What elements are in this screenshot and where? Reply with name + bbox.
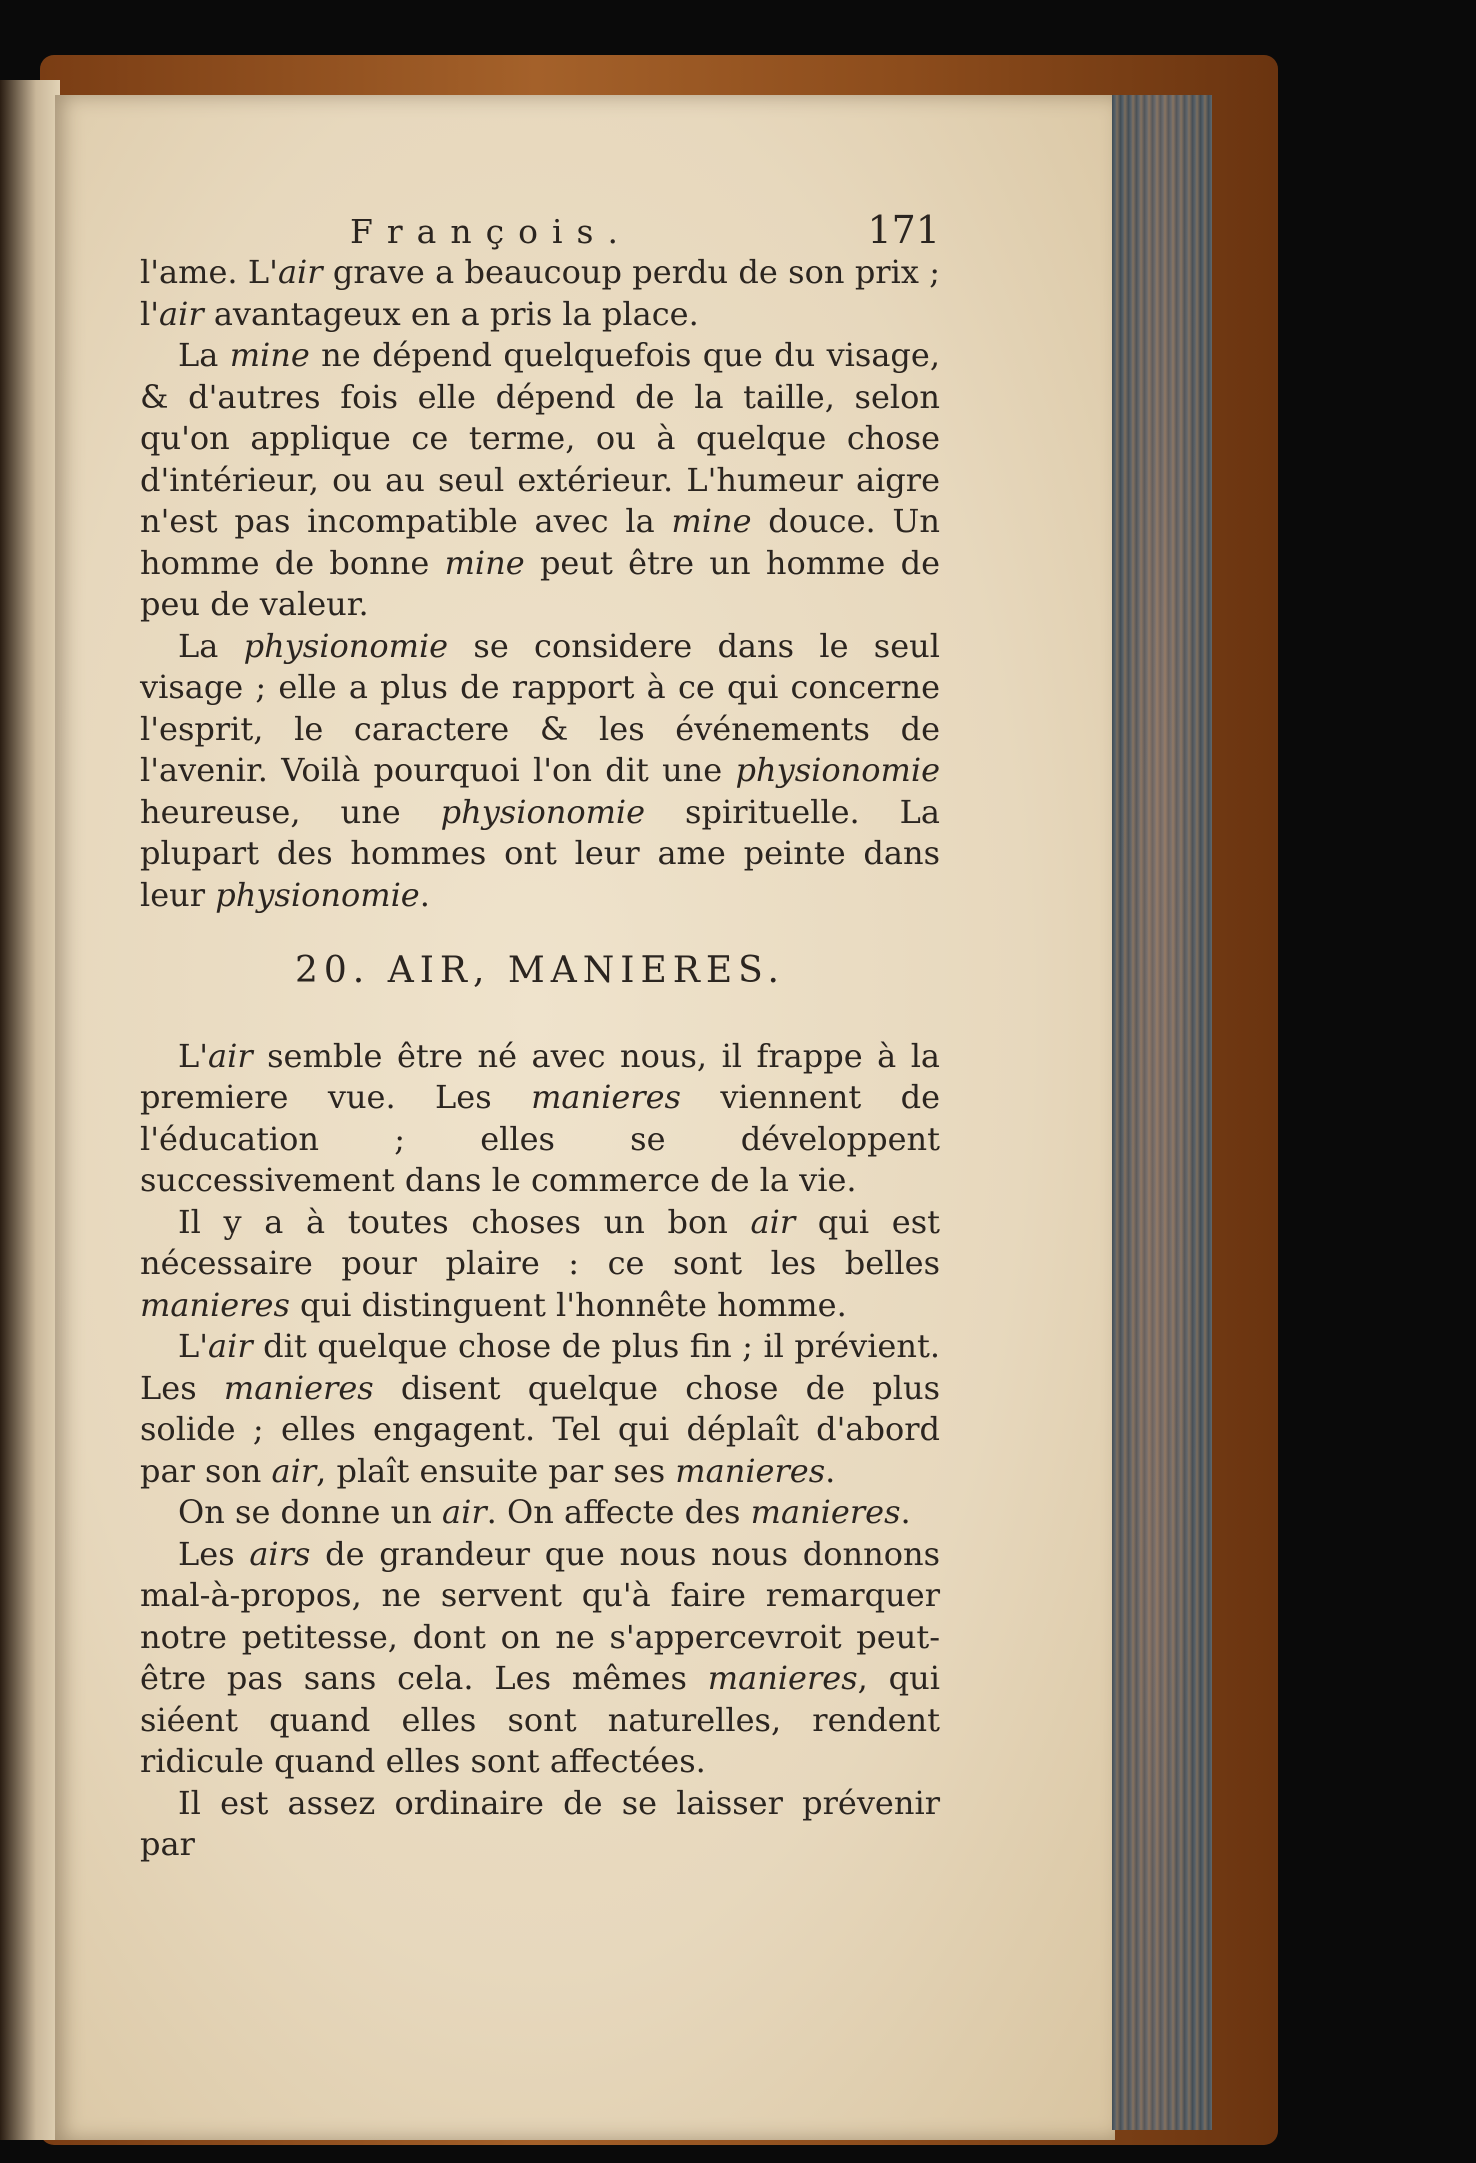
facing-page-edge: [0, 80, 60, 2140]
italic-text-run: air: [159, 294, 204, 333]
paragraph: [140, 335, 940, 626]
running-head: [350, 210, 940, 252]
text-run: . On affecte des: [486, 1493, 751, 1531]
text-run: .: [419, 875, 430, 914]
text-run: Il est assez ordinaire de se laisser prévenir par: [140, 1783, 940, 1863]
italic-text-run: air: [442, 1493, 487, 1531]
text-run: , qui siéent quand elles sont naturelles, rendent ridicule quand elles sont affectées.: [140, 1659, 941, 1780]
italic-text-run: air: [208, 1036, 253, 1075]
italic-text-run: physionomie: [215, 875, 420, 914]
running-head-title: François.: [350, 212, 632, 251]
paragraph: [140, 1492, 940, 1534]
italic-text-run: manieres: [140, 1285, 290, 1324]
text-run: se considere dans le seul visage ; elle a plus de rapport à ce qui concerne l'esprit, le caractere & les événements de l'avenir. Voilà pourquoi l'on dit une: [140, 626, 941, 789]
italic-text-run: physionomie: [243, 626, 449, 665]
section-heading: 20. AIR, MANIERES.: [295, 950, 785, 991]
italic-text-run: air: [271, 1451, 317, 1490]
text-run: spirituelle. La plupart des hommes ont leur ame peinte dans leur: [140, 792, 940, 914]
text-run: ne dépend quelquefois que du visage, & d'autres fois elle dépend de la taille, selon qu'on applique ce terme, ou à quelque chose d'intérieur, ou au seul extérieur. L'humeur aigre n'est pas incompatible avec la: [140, 336, 941, 540]
text-run: Les: [178, 1534, 250, 1573]
italic-text-run: manieres: [223, 1368, 374, 1407]
text-run: L': [178, 1036, 209, 1075]
page-text-block: [140, 210, 940, 1866]
italic-text-run: manieres: [750, 1493, 901, 1531]
paragraphs-after-section: [140, 1036, 940, 1866]
text-run: viennent de l'éducation ; elles se développent successivement dans le commerce de la vie.: [140, 1078, 941, 1199]
text-run: qui est nécessaire pour plaire : ce sont les belles: [140, 1202, 941, 1282]
italic-text-run: mine: [444, 543, 525, 582]
text-run: disent quelque chose de plus solide ; elles engagent. Tel qui déplaît d'abord par son: [140, 1368, 941, 1490]
italic-text-run: physionomie: [735, 751, 940, 789]
italic-text-run: airs: [249, 1534, 311, 1573]
paragraphs-before-section: [140, 252, 940, 916]
text-run: La: [178, 336, 230, 374]
text-run: On se donne un: [178, 1493, 443, 1531]
text-run: peut être un homme de peu de valeur.: [140, 543, 941, 623]
paragraph: [140, 1202, 940, 1327]
italic-text-run: air: [750, 1202, 796, 1241]
text-run: douce. Un homme de bonne: [140, 502, 941, 582]
italic-text-run: manieres: [675, 1451, 826, 1490]
text-run: qui distinguent l'honnête homme.: [289, 1285, 847, 1324]
text-run: avantageux en a pris la place.: [203, 294, 699, 333]
text-run: Il y a à toutes choses un bon: [178, 1202, 751, 1241]
paragraph: [140, 626, 940, 917]
text-run: heureuse, une: [140, 792, 441, 831]
marbled-fore-edge: [1112, 95, 1212, 2130]
text-run: La: [178, 626, 244, 665]
text-run: .: [900, 1493, 911, 1531]
paragraph: [140, 1036, 940, 1202]
italic-text-run: air: [277, 253, 323, 291]
italic-text-run: mine: [229, 336, 310, 374]
text-run: semble être né avec nous, il frappe à la premiere vue. Les: [140, 1036, 940, 1116]
text-run: grave a beaucoup perdu de son prix ; l': [140, 253, 941, 333]
text-run: , plaît ensuite par ses: [316, 1451, 676, 1490]
paragraph: [140, 1326, 940, 1492]
page-number: 171: [867, 208, 940, 252]
italic-text-run: manieres: [531, 1078, 681, 1116]
paragraph: [140, 1783, 940, 1866]
text-run: .: [825, 1451, 836, 1490]
text-run: dit quelque chose de plus fin ; il prévient. Les: [140, 1327, 940, 1407]
italic-text-run: manieres: [707, 1659, 858, 1697]
paragraph: [140, 1534, 940, 1783]
italic-text-run: mine: [671, 502, 752, 540]
text-run: l'ame. L': [140, 253, 278, 291]
italic-text-run: air: [208, 1327, 253, 1365]
italic-text-run: physionomie: [440, 792, 646, 831]
text-run: L': [178, 1327, 209, 1365]
text-run: de grandeur que nous nous donnons mal-à-propos, ne servent qu'à faire remarquer notre petitesse, dont on ne s'appercevroit peut-être pas sans cela. Les mêmes: [140, 1534, 940, 1697]
paragraph: [140, 252, 940, 335]
